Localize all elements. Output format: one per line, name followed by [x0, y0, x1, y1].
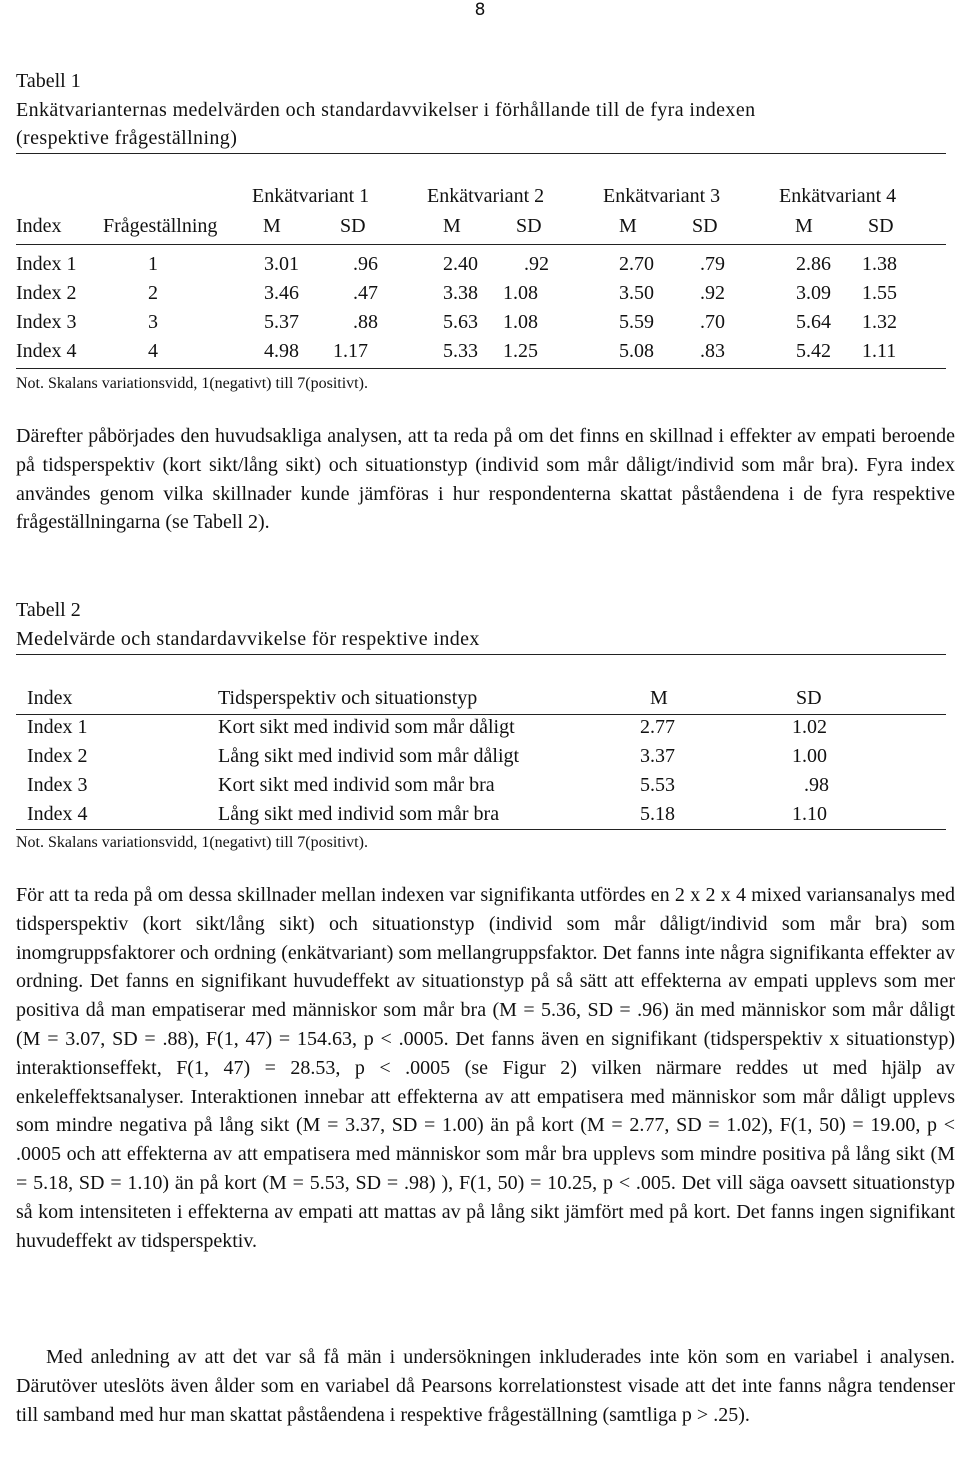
- table1-group-header: Enkätvariant 4: [779, 185, 897, 207]
- table-row: [0, 772, 960, 799]
- table1-col-question: Frågeställning: [103, 215, 218, 237]
- table1-col-sd: SD: [516, 215, 542, 237]
- table2-cell-sd: 1.02: [792, 716, 827, 738]
- table-row: [0, 714, 960, 741]
- table2-col-m: M: [650, 687, 668, 709]
- table1-cell-m3: 5.08: [619, 340, 654, 362]
- table1-cell-sd1: 1.17: [333, 340, 368, 362]
- table2-col-index: Index: [27, 687, 73, 709]
- table2-col-sd: SD: [796, 687, 822, 709]
- table2-cell-index: Index 2: [27, 745, 88, 767]
- table1-cell-m1: 3.46: [264, 282, 299, 304]
- table2-cell-desc: Kort sikt med individ som mår bra: [218, 774, 495, 796]
- table1-cell-m3: 2.70: [619, 253, 654, 275]
- table1-cell-sd1: .96: [353, 253, 378, 275]
- table1-group-header: Enkätvariant 3: [603, 185, 721, 207]
- table-row: [0, 338, 960, 365]
- table1-col-m: M: [443, 215, 461, 237]
- table1-col-sd: SD: [692, 215, 718, 237]
- table1-cell-m4: 5.42: [796, 340, 831, 362]
- table1-column-header-row: [0, 213, 960, 240]
- table2-cell-sd: 1.10: [792, 803, 827, 825]
- table2-top-rule: [16, 654, 946, 655]
- table2-cell-m: 3.37: [640, 745, 675, 767]
- table1-group-header: Enkätvariant 2: [427, 185, 545, 207]
- table1-label: Tabell 1: [16, 70, 81, 92]
- table1-header-rule: [16, 244, 946, 245]
- table1-col-m: M: [619, 215, 637, 237]
- table1-cell-m1: 4.98: [264, 340, 299, 362]
- table1-bottom-rule: [16, 368, 946, 369]
- table1-cell-question: 3: [148, 311, 158, 333]
- table1-title-line2: (respektive frågeställning): [16, 127, 238, 149]
- table1-cell-index: Index 2: [16, 282, 77, 304]
- table2-cell-sd: .98: [804, 774, 829, 796]
- table1-cell-m2: 2.40: [443, 253, 478, 275]
- table2-cell-index: Index 3: [27, 774, 88, 796]
- table1-title-line1: Enkätvarianternas medelvärden och standardavvikelser i förhållande till de fyra indexen: [16, 99, 756, 121]
- table2-cell-index: Index 4: [27, 803, 88, 825]
- table-row: [0, 801, 960, 828]
- table1-cell-index: Index 4: [16, 340, 77, 362]
- table1-cell-sd4: 1.32: [862, 311, 897, 333]
- table2-title: Medelvärde och standardavvikelse för respektive index: [16, 628, 480, 650]
- table1-cell-m3: 3.50: [619, 282, 654, 304]
- table2-cell-m: 2.77: [640, 716, 675, 738]
- table1-cell-sd3: .79: [700, 253, 725, 275]
- table1-top-rule: [16, 153, 946, 154]
- table1-cell-sd4: 1.38: [862, 253, 897, 275]
- table2-bottom-rule: [16, 829, 946, 830]
- table2-cell-sd: 1.00: [792, 745, 827, 767]
- table1-col-sd: SD: [868, 215, 894, 237]
- table1-cell-m2: 3.38: [443, 282, 478, 304]
- table2-col-desc: Tidsperspektiv och situationstyp: [218, 687, 478, 709]
- table1-group-header: Enkätvariant 1: [252, 185, 370, 207]
- table1-cell-sd2: 1.08: [503, 311, 538, 333]
- table1-cell-sd1: .47: [353, 282, 378, 304]
- table1-cell-index: Index 1: [16, 253, 77, 275]
- table2-cell-m: 5.18: [640, 803, 675, 825]
- table1-cell-m3: 5.59: [619, 311, 654, 333]
- table2-cell-m: 5.53: [640, 774, 675, 796]
- table1-cell-index: Index 3: [16, 311, 77, 333]
- table1-cell-question: 2: [148, 282, 158, 304]
- page-number: 8: [474, 0, 486, 20]
- body-paragraph: För att ta reda på om dessa skillnader mellan indexen var signifikanta utfördes en 2 x 2 x 4 mixed variansanalys med tidsperspektiv (kort sikt/lång sikt) och situationstyp (individ som mår dåligt/individ som mår bra) som inomgruppsfaktorer och ordning (enkätvariant) som mellangruppsfaktor. Det fanns inte några signifikanta effekter av ordning. Det fanns en signifikant huvudeffekt av situationstyp på så sätt att effekterna av empati upplevs som mer positiva då man empatiserar med människor som mår bra (M = 5.36, SD = .96) än med människor som mår dåligt (M = 3.07, SD = .88), F(1, 47) = 154.63, p < .0005. Det fanns även en signifikant (tidsperspektiv x situationstyp) interaktionseffekt, F(1, 47) = 28.53, p < .0005 (se Figur 2) vilken närmare reddes ut med hjälp av enkeleffektsanalyser. Interaktionen innebar att effekterna av att empatisera med människor som mår dåligt upplevs som mindre negativa på lång sikt (M = 3.37, SD = 1.00) än på kort (M = 2.77, SD = 1.02), F(1, 50) = 19.00, p < .0005 och att effekterna av att empatisera med människor som mår bra upplevs som mindre positiva på lång sikt (M = 5.18, SD = 1.10) än på kort (M = 5.53, SD = .98) ), F(1, 50) = 10.25, p < .005. Det vill säga oavsett situationstyp så kom intensiteten i effekterna av empati att mattas av på lång sikt jämfört med på kort. Det fanns ingen signifikant huvudeffekt av tidsperspektiv.: [16, 884, 955, 1252]
- table1-cell-sd4: 1.11: [862, 340, 897, 362]
- table1-cell-sd1: .88: [353, 311, 378, 333]
- table1-group-header-row: [0, 183, 960, 210]
- table1-cell-question: 4: [148, 340, 158, 362]
- table-row: [0, 251, 960, 278]
- table1-col-sd: SD: [340, 215, 366, 237]
- table2-note: Not. Skalans variationsvidd, 1(negativt) till 7(positivt).: [16, 834, 368, 851]
- table1-cell-sd3: .70: [700, 311, 725, 333]
- table1-col-m: M: [263, 215, 281, 237]
- table1-cell-sd3: .83: [700, 340, 725, 362]
- table2-header-row: [0, 685, 960, 712]
- body-paragraph: Med anledning av att det var så få män i undersökningen inkluderades inte kön som en variabel i analysen. Därutöver uteslöts även ålder som en variabel då Pearsons korrelationstest visade att det inte fanns några tendenser till samband med hur man skattat påståendena i respektive frågeställning (samtliga p > .25).: [16, 1346, 955, 1426]
- table1-cell-m4: 3.09: [796, 282, 831, 304]
- table1-cell-m4: 5.64: [796, 311, 831, 333]
- table1-cell-sd2: 1.08: [503, 282, 538, 304]
- table-row: [0, 743, 960, 770]
- table1-cell-m2: 5.33: [443, 340, 478, 362]
- table1-note: Not. Skalans variationsvidd, 1(negativt) till 7(positivt).: [16, 375, 368, 392]
- table1-cell-m1: 3.01: [264, 253, 299, 275]
- table1-col-index: Index: [16, 215, 62, 237]
- table1-cell-m2: 5.63: [443, 311, 478, 333]
- table1-col-m: M: [795, 215, 813, 237]
- table1-cell-sd4: 1.55: [862, 282, 897, 304]
- table2-cell-index: Index 1: [27, 716, 88, 738]
- table1-cell-sd3: .92: [700, 282, 725, 304]
- table1-cell-question: 1: [148, 253, 158, 275]
- table2-cell-desc: Kort sikt med individ som mår dåligt: [218, 716, 515, 738]
- table1-cell-sd2: .92: [524, 253, 549, 275]
- body-paragraph: Därefter påbörjades den huvudsakliga analysen, att ta reda på om det finns en skillnad i effekter av empati beroende på tidsperspektiv (kort sikt/lång sikt) och situationstyp (individ som mår dåligt/individ som mår bra). Fyra index användes genom vilka skillnader kunde jämföras i hur respondenterna skattat påståendena i de fyra respektive frågeställningarna (se Tabell 2).: [16, 425, 955, 534]
- table1-cell-m4: 2.86: [796, 253, 831, 275]
- table-row: [0, 309, 960, 336]
- table2-label: Tabell 2: [16, 599, 81, 621]
- table1-cell-m1: 5.37: [264, 311, 299, 333]
- table-row: [0, 280, 960, 307]
- table2-cell-desc: Lång sikt med individ som mår bra: [218, 803, 500, 825]
- table2-cell-desc: Lång sikt med individ som mår dåligt: [218, 745, 520, 767]
- table1-cell-sd2: 1.25: [503, 340, 538, 362]
